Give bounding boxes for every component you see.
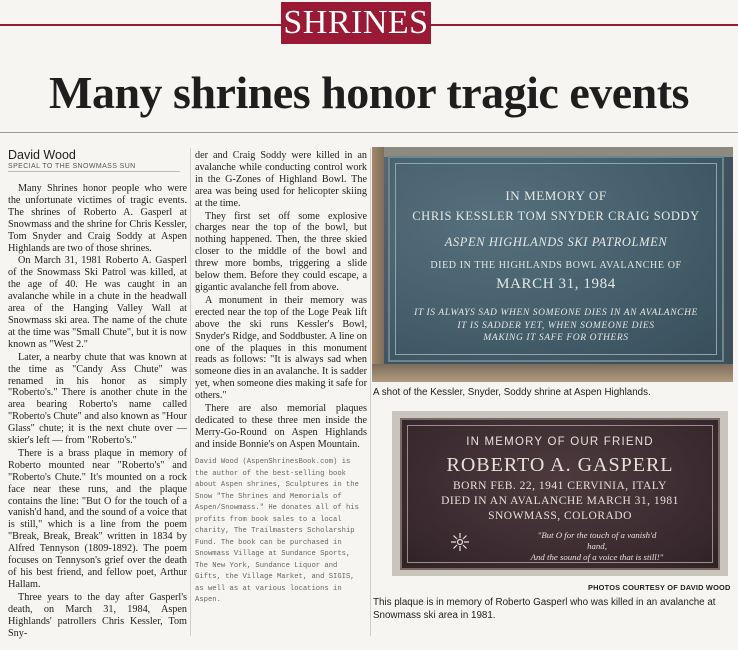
plaque-line: And the sound of a voice that is still!" bbox=[530, 552, 664, 562]
plaque-line: "But O for the touch of a vanish'd bbox=[537, 530, 657, 540]
photo-credit: PHOTOS COURTESY OF DAVID WOOD bbox=[588, 583, 731, 592]
plaque-line: IT IS ALWAYS SAD WHEN SOMEONE DIES IN AN AVALANCHE bbox=[414, 308, 698, 318]
plaque-line: IN MEMORY OF bbox=[505, 188, 607, 203]
edelweiss-emblem-icon bbox=[450, 532, 470, 552]
byline-role: SPECIAL TO THE SNOWMASS SUN bbox=[8, 163, 136, 170]
paragraph: Later, a nearby chute that was known at the time as "Candy Ass Chute" was renamed in his honor as simply "Roberto's." There is another chute in the area bearing Roberto's name called "Roberto's Chute" and also known as "Hour Glass" chute; it is the next chute over — skier's left — from "Roberto's." bbox=[8, 351, 187, 447]
plaque-line: MARCH 31, 1984 bbox=[496, 276, 616, 292]
paragraph: They first set off some explosive charges near the top of the bowl, but nothing happened. Then, the three skied closer to the middle of the bowl and threw more bombs, triggering a slide below them. Before they could escape, a gigantic avalanche fell from above. bbox=[195, 210, 367, 293]
memorial-plaque bbox=[400, 418, 720, 570]
plaque-line: ROBERTO A. GASPERL bbox=[446, 454, 674, 476]
photo-caption: This plaque is in memory of Roberto Gasperl who was killed in an avalanche at Snowmass ski area in 1981. bbox=[373, 597, 716, 621]
article-column-2 bbox=[195, 150, 367, 452]
plaque-line: hand, bbox=[587, 541, 607, 551]
memorial-plaque bbox=[388, 156, 724, 362]
paragraph: Many Shrines honor people who were the unfortunate victimes of tragic events. The shrines of Roberto A. Gasperl at Snowmass and the shrine for Chris Kessler, Tom Snyder and Craig Soddy at Aspen Highlands are two of those shrines. bbox=[8, 183, 187, 254]
article-column-1 bbox=[8, 183, 187, 640]
plaque-line: DIED IN THE HIGHLANDS BOWL AVALANCHE OF bbox=[430, 260, 682, 271]
byline-rule bbox=[8, 171, 180, 172]
plaque-line: MAKING IT SAFE FOR OTHERS bbox=[483, 333, 629, 343]
photo-caption: A shot of the Kessler, Snyder, Soddy shrine at Aspen Highlands. bbox=[373, 387, 651, 398]
gasperl-plaque-photo bbox=[392, 411, 728, 576]
column-divider bbox=[370, 148, 371, 636]
stone-frame bbox=[372, 147, 384, 382]
headline: Many shrines honor tragic events bbox=[49, 67, 689, 118]
headline-rule bbox=[0, 132, 738, 133]
column-divider bbox=[190, 148, 191, 636]
paragraph: There is a brass plaque in memory of Roberto mounted near "Roberto's" and "Roberto's Chute." It's mounted on a rock face near these runs, and the plaque contains the line: "But O for the touch of a vanish'd hand, and the sound of a voice that is still," which is a line from the poem "Break, Break, Break" written in 1834 by Alfred Tennyson (1809-1892). The poem focuses on Tennyson's grief over the death of his best friend, and fellow poet, Arthur Hallam. bbox=[8, 447, 187, 590]
plaque-line: SNOWMASS, COLORADO bbox=[488, 510, 632, 522]
plaque-line: IT IS SADDER YET, WHEN SOMEONE DIES bbox=[457, 320, 655, 331]
plaque-quote bbox=[492, 530, 702, 563]
author-bio-note: David Wood (AspenShrinesBook.com) is the author of the best-selling book about Aspen shrines, Sculptures in the Snow "The Shrines and Memorials of Aspen/Snowmass." He donates all of his profits from book sales to a local charity, The Trailmasters Scholarship Fund. The book can be purchased in Snowmass Village at Sundance Sports, The New York, Sundance Liquor and Gifts, the Village Market, and SIGIS, as well as at various locations in Aspen. bbox=[195, 458, 359, 604]
paragraph: A monument in their memory was erected near the top of the Loge Peak lift above the ski runs Kessler's Bowl, Snyder's Ridge, and Soddbuster. A line on one of the plaques in this monument reads as follows: "It is always sad when someone dies in an avalanche. It is sadder yet, when someone dies making it safe for others." bbox=[195, 294, 368, 402]
kessler-snyder-soddy-plaque-photo bbox=[372, 147, 733, 382]
byline-author: David Wood bbox=[8, 148, 76, 162]
plaque-line: BORN FEB. 22, 1941 CERVINIA, ITALY bbox=[453, 480, 667, 492]
paragraph: There are also memorial plaques dedicated to these three men inside the Merry-Go-Round on Aspen Highlands and inside Bonnie's on Aspen Mountain. bbox=[195, 403, 367, 450]
paragraph: der and Craig Soddy were killed in an avalanche while conducting control work in the G-Zones of Highland Bowl. The area was being used for helicopter skiing at the time. bbox=[195, 150, 367, 209]
plaque-line: DIED IN AN AVALANCHE MARCH 31, 1981 bbox=[441, 495, 679, 507]
plaque-line: CHRIS KESSLER TOM SNYDER CRAIG SODDY bbox=[412, 209, 700, 223]
plaque-line: IN MEMORY OF OUR FRIEND bbox=[466, 436, 654, 448]
section-label: SHRINES bbox=[281, 2, 431, 44]
plaque-line: ASPEN HIGHLANDS SKI PATROLMEN bbox=[444, 235, 668, 249]
plaque-inscription bbox=[390, 307, 722, 345]
stone-frame bbox=[372, 364, 733, 382]
paragraph: Three years to the day after Gasperl's death, on March 31, 1984, Aspen Highlands' patrollers Chris Kessler, Tom Sny- bbox=[8, 591, 187, 639]
paragraph: On March 31, 1981 Roberto A. Gasperl of the Snowmass Ski Patrol was killed, at the age of 40. He was caught in an avalanche while in a chute in the headwall area of the Hanging Valley Wall at Snowmass ski area. The name of the chute at the time was "Small Chute", but it is now known as "West 2." bbox=[8, 255, 187, 350]
